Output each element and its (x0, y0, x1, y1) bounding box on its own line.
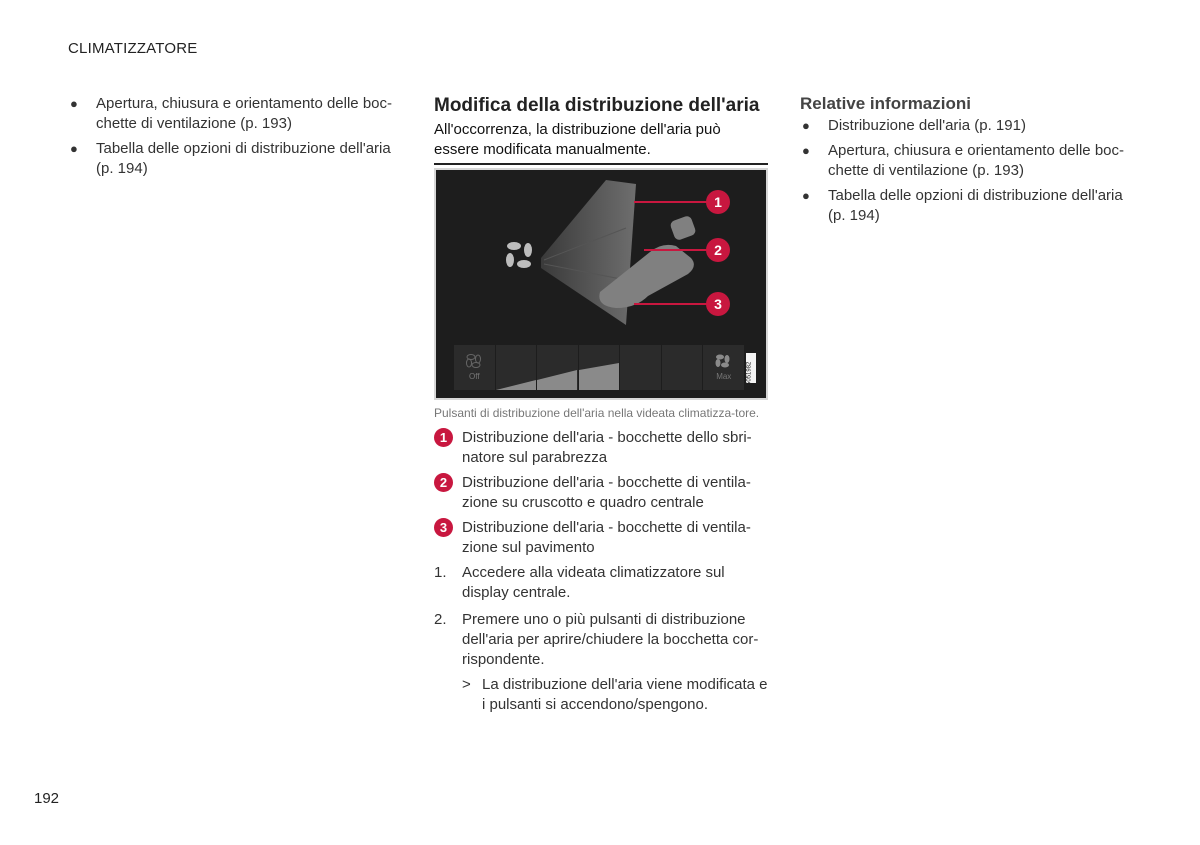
middle-column (434, 94, 768, 715)
result-marker: > (462, 676, 471, 693)
result-text: La distribuzione dell'aria viene modificata e i pulsanti si accendono/spengono. (482, 676, 768, 713)
fan-level-5[interactable] (662, 345, 703, 390)
related-links-list (800, 116, 1130, 226)
fan-icon (506, 242, 532, 268)
fan-level-1[interactable] (496, 345, 537, 390)
list-item[interactable] (800, 141, 1130, 181)
bullet-icon: ● (802, 143, 810, 158)
climate-screen-illustration (436, 170, 766, 398)
figure-code: G051982 (746, 353, 756, 383)
callout-1-number: 1 (714, 194, 722, 210)
procedure-steps (434, 563, 768, 670)
fan-level-3[interactable] (579, 345, 620, 390)
fan-off-button[interactable] (454, 345, 495, 390)
page-number: 192 (34, 790, 60, 807)
figure-caption: Pulsanti di distribuzione dell'aria nella videata climatizza-tore. (434, 406, 760, 420)
fan-max-label: Max (716, 372, 732, 381)
bullet-icon: ● (802, 118, 810, 133)
link-text[interactable]: Distribuzione dell'aria (p. 191) (828, 117, 1026, 134)
callout-item (434, 428, 768, 468)
callout-item (434, 473, 768, 513)
step-text: Accedere alla videata climatizzatore sul display centrale. (462, 564, 725, 601)
bullet-icon: ● (70, 96, 78, 111)
list-item[interactable] (800, 116, 1130, 136)
fan-off-label: Off (469, 372, 480, 381)
callout-3-marker (706, 292, 730, 316)
callout-2-marker (706, 238, 730, 262)
callout-number-badge: 3 (434, 518, 453, 537)
callout-item (434, 518, 768, 558)
callout-2-number: 2 (714, 242, 722, 258)
right-column (800, 94, 1130, 231)
step-text: Premere uno o più pulsanti di distribuzione dell'aria per aprire/chiudere la bocchetta cor-rispondente. (462, 611, 759, 668)
fan-max-button[interactable] (703, 345, 744, 390)
callout-1-marker (706, 190, 730, 214)
section-header: CLIMATIZZATORE (68, 40, 198, 57)
climate-screen-figure (434, 168, 768, 400)
fan-level-4[interactable] (620, 345, 661, 390)
step-number: 1. (434, 564, 447, 581)
callout-text: Distribuzione dell'aria - bocchette di ventila-zione su cruscotto e quadro centrale (462, 474, 751, 511)
intro-text: All'occorrenza, la distribuzione dell'aria può essere modificata manualmente. (434, 121, 721, 158)
step-item (434, 563, 768, 603)
callout-text: Distribuzione dell'aria - bocchette di ventila-zione sul pavimento (462, 519, 751, 556)
list-item[interactable] (800, 186, 1130, 226)
fan-level-2[interactable] (537, 345, 578, 390)
callout-number-badge: 2 (434, 473, 453, 492)
callout-text: Distribuzione dell'aria - bocchette dello sbri-natore sul parabrezza (462, 429, 752, 466)
callout-number-badge: 1 (434, 428, 453, 447)
page-title: Modifica della distribuzione dell'aria (434, 95, 760, 116)
link-text[interactable]: Tabella delle opzioni di distribuzione dell'aria (p. 194) (828, 187, 1123, 224)
bullet-icon: ● (802, 188, 810, 203)
divider (434, 163, 768, 165)
link-text[interactable]: Tabella delle opzioni di distribuzione dell'aria (p. 194) (96, 140, 391, 177)
list-item[interactable] (68, 94, 398, 134)
step-number: 2. (434, 611, 447, 628)
step-result (434, 675, 768, 715)
related-info-heading: Relative informazioni (800, 94, 971, 113)
bullet-icon: ● (70, 141, 78, 156)
callout-3-number: 3 (714, 296, 722, 312)
left-column (68, 94, 398, 184)
fan-speed-bar (454, 345, 744, 390)
step-item (434, 610, 768, 670)
callout-legend (434, 428, 768, 558)
list-item[interactable] (68, 139, 398, 179)
related-links-list (68, 94, 398, 179)
link-text[interactable]: Apertura, chiusura e orientamento delle boc-chette di ventilazione (p. 193) (828, 142, 1125, 179)
link-text[interactable]: Apertura, chiusura e orientamento delle boc-chette di ventilazione (p. 193) (96, 95, 393, 132)
